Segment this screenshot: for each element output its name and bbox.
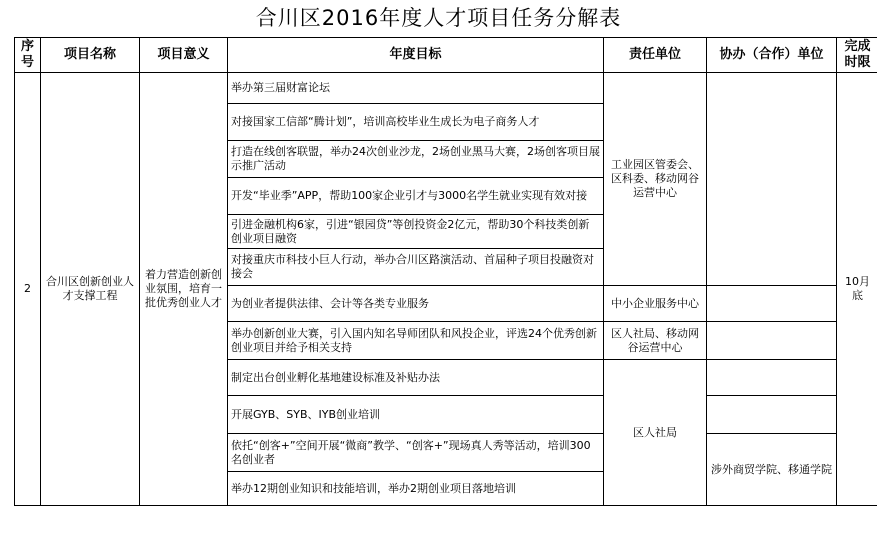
assist-cell-empty: [707, 322, 837, 360]
header-responsible-unit: 责任单位: [604, 38, 707, 73]
goal-cell: 举办12期创业知识和技能培训，举办2期创业项目落地培训: [228, 472, 604, 506]
cell-project-name: 合川区创新创业人才支撑工程: [41, 73, 140, 506]
unit-cell: 中小企业服务中心: [604, 286, 707, 322]
unit-cell: 区人社局、移动网谷运营中心: [604, 322, 707, 360]
goal-cell: 开展GYB、SYB、IYB创业培训: [228, 396, 604, 434]
table-row: [15, 73, 877, 104]
goal-cell: 对接国家工信部“腾计划”，培训高校毕业生成长为电子商务人才: [228, 104, 604, 141]
header-project-meaning: 项目意义: [140, 38, 228, 73]
goal-cell: 引进金融机构6家，引进“银园贷”等创投资金2亿元，帮助30个科技类创新创业项目融资: [228, 215, 604, 249]
goal-cell: 举办第三届财富论坛: [228, 73, 604, 104]
goal-cell: 对接重庆市科技小巨人行动，举办合川区路演活动、首届种子项目投融资对接会: [228, 249, 604, 286]
goal-cell: 为创业者提供法律、会计等各类专业服务: [228, 286, 604, 322]
assist-cell-empty: [707, 396, 837, 434]
header-deadline: 完成时限: [837, 38, 877, 73]
assist-cell-empty: [707, 360, 837, 396]
task-table: [14, 37, 877, 506]
goal-cell: 举办创新创业大赛，引入国内知名导师团队和风投企业，评选24个优秀创新创业项目并给予相关支持: [228, 322, 604, 360]
goal-cell: 依托“创客+”空间开展“微商”教学、“创客+”现场真人秀等活动，培训300名创业者: [228, 434, 604, 472]
unit-cell: 工业园区管委会、区科委、移动网谷运营中心: [604, 73, 707, 286]
header-assist-unit: 协办（合作）单位: [707, 38, 837, 73]
unit-cell: 区人社局: [604, 360, 707, 506]
table-header-row: [15, 38, 877, 73]
assist-cell-empty: [707, 286, 837, 322]
assist-cell-empty: [707, 73, 837, 286]
header-annual-goal: 年度目标: [228, 38, 604, 73]
goal-cell: 开发“毕业季”APP，帮助100家企业引才与3000名学生就业实现有效对接: [228, 178, 604, 215]
cell-project-meaning: 着力营造创新创业氛围，培育一批优秀创业人才: [140, 73, 228, 506]
header-project-name: 项目名称: [41, 38, 140, 73]
goal-cell: 制定出台创业孵化基地建设标准及补贴办法: [228, 360, 604, 396]
cell-seq: 2: [15, 73, 41, 506]
cell-deadline: 10月底: [837, 73, 877, 506]
goal-cell: 打造在线创客联盟，举办24次创业沙龙，2场创业黑马大赛，2场创客项目展示推广活动: [228, 141, 604, 178]
assist-cell: 涉外商贸学院、移通学院: [707, 434, 837, 506]
header-seq: 序号: [15, 38, 41, 73]
page-title: 合川区2016年度人才项目任务分解表: [255, 6, 622, 30]
